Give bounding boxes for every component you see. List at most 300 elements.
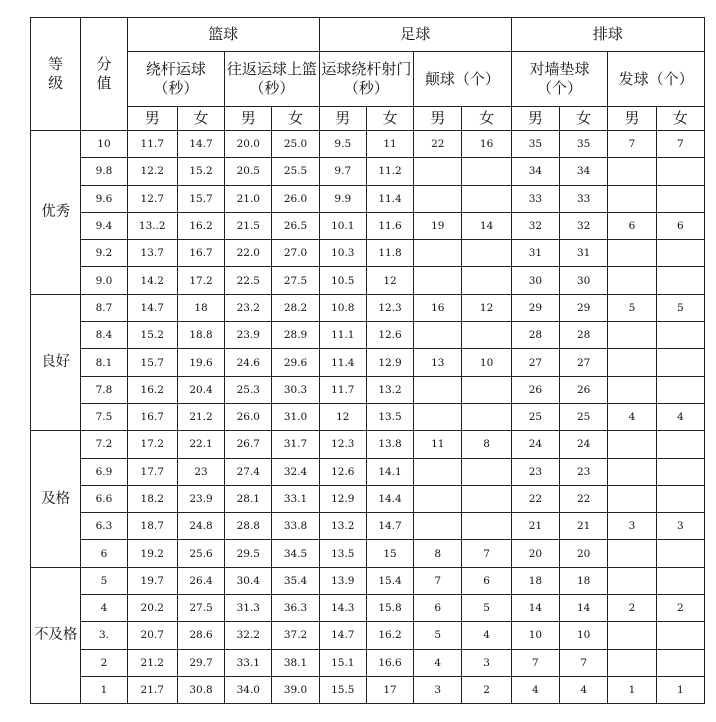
table-row bbox=[31, 349, 705, 376]
value-cell: 13.2 bbox=[366, 376, 413, 403]
value-cell: 17.2 bbox=[177, 267, 224, 294]
score-cell: 3. bbox=[81, 622, 127, 649]
value-cell bbox=[462, 458, 511, 485]
value-cell: 25 bbox=[560, 403, 608, 430]
value-cell: 3 bbox=[656, 513, 704, 540]
value-cell: 21 bbox=[511, 513, 559, 540]
value-cell: 11.7 bbox=[127, 131, 177, 158]
value-cell: 15.4 bbox=[366, 567, 413, 594]
value-cell: 35 bbox=[511, 131, 559, 158]
value-cell: 3 bbox=[608, 513, 656, 540]
value-cell: 15.8 bbox=[366, 595, 413, 622]
value-cell: 7 bbox=[608, 131, 656, 158]
value-cell: 6 bbox=[414, 595, 462, 622]
score-cell: 8.1 bbox=[81, 349, 127, 376]
value-cell bbox=[656, 240, 704, 267]
value-cell bbox=[656, 349, 704, 376]
value-cell: 15.1 bbox=[319, 649, 366, 676]
value-cell: 16 bbox=[414, 294, 462, 321]
value-cell bbox=[462, 376, 511, 403]
value-cell: 29.6 bbox=[272, 349, 319, 376]
value-cell: 32.2 bbox=[225, 622, 272, 649]
value-cell: 24.6 bbox=[225, 349, 272, 376]
value-cell: 7 bbox=[560, 649, 608, 676]
value-cell bbox=[608, 240, 656, 267]
value-cell: 14.2 bbox=[127, 267, 177, 294]
value-cell: 21 bbox=[560, 513, 608, 540]
value-cell: 11 bbox=[414, 431, 462, 458]
value-cell: 24.8 bbox=[177, 513, 224, 540]
value-cell bbox=[656, 485, 704, 512]
value-cell: 26.7 bbox=[225, 431, 272, 458]
value-cell: 12.9 bbox=[366, 349, 413, 376]
value-cell: 16 bbox=[462, 131, 511, 158]
value-cell: 14 bbox=[511, 595, 559, 622]
table-row bbox=[31, 622, 705, 649]
gender-header: 男 bbox=[414, 107, 462, 131]
value-cell bbox=[608, 567, 656, 594]
value-cell: 20 bbox=[511, 540, 559, 567]
value-cell: 20.2 bbox=[127, 595, 177, 622]
table-row bbox=[31, 131, 705, 158]
value-cell: 11.6 bbox=[366, 212, 413, 239]
grade-cell: 优秀 bbox=[31, 131, 81, 295]
value-cell: 23.9 bbox=[177, 485, 224, 512]
value-cell: 25.0 bbox=[272, 131, 319, 158]
value-cell: 22.5 bbox=[225, 267, 272, 294]
grade-cell: 不及格 bbox=[31, 567, 81, 703]
value-cell: 11.1 bbox=[319, 322, 366, 349]
value-cell: 30 bbox=[511, 267, 559, 294]
value-cell: 1 bbox=[656, 676, 704, 703]
value-cell: 14.7 bbox=[319, 622, 366, 649]
value-cell: 39.0 bbox=[272, 676, 319, 703]
score-cell: 6 bbox=[81, 540, 127, 567]
value-cell: 27.5 bbox=[272, 267, 319, 294]
table-row bbox=[31, 540, 705, 567]
value-cell: 22 bbox=[511, 485, 559, 512]
value-cell bbox=[414, 513, 462, 540]
score-table bbox=[30, 17, 705, 704]
value-cell: 29.5 bbox=[225, 540, 272, 567]
table-row bbox=[31, 294, 705, 321]
value-cell bbox=[656, 431, 704, 458]
value-cell: 15.2 bbox=[177, 158, 224, 185]
score-cell: 10 bbox=[81, 131, 127, 158]
basketball-header: 篮球 bbox=[127, 18, 319, 52]
value-cell: 13.9 bbox=[319, 567, 366, 594]
value-cell: 23.9 bbox=[225, 322, 272, 349]
value-cell bbox=[462, 513, 511, 540]
value-cell: 21.0 bbox=[225, 185, 272, 212]
value-cell: 10.1 bbox=[319, 212, 366, 239]
value-cell: 22 bbox=[414, 131, 462, 158]
value-cell bbox=[608, 485, 656, 512]
table-row bbox=[31, 403, 705, 430]
value-cell: 26 bbox=[511, 376, 559, 403]
value-cell: 4 bbox=[414, 649, 462, 676]
value-cell: 38.1 bbox=[272, 649, 319, 676]
value-cell: 20.0 bbox=[225, 131, 272, 158]
value-cell: 9.5 bbox=[319, 131, 366, 158]
score-cell: 6.9 bbox=[81, 458, 127, 485]
value-cell: 36.3 bbox=[272, 595, 319, 622]
value-cell: 12.9 bbox=[319, 485, 366, 512]
table-row bbox=[31, 185, 705, 212]
value-cell bbox=[608, 267, 656, 294]
value-cell: 28 bbox=[560, 322, 608, 349]
value-cell: 25.3 bbox=[225, 376, 272, 403]
event-dribble-shoot: 运球绕杆射门（秒） bbox=[319, 52, 413, 107]
value-cell bbox=[414, 240, 462, 267]
score-cell: 2 bbox=[81, 649, 127, 676]
value-cell: 4 bbox=[511, 676, 559, 703]
score-cell: 4 bbox=[81, 595, 127, 622]
value-cell bbox=[414, 403, 462, 430]
value-cell: 12 bbox=[462, 294, 511, 321]
score-cell: 9.2 bbox=[81, 240, 127, 267]
score-table-wrapper bbox=[30, 17, 705, 704]
score-cell: 9.0 bbox=[81, 267, 127, 294]
value-cell: 16.7 bbox=[127, 403, 177, 430]
value-cell: 12.6 bbox=[319, 458, 366, 485]
table-row bbox=[31, 595, 705, 622]
value-cell: 5 bbox=[608, 294, 656, 321]
value-cell: 14.7 bbox=[366, 513, 413, 540]
value-cell bbox=[656, 540, 704, 567]
value-cell: 13.7 bbox=[127, 240, 177, 267]
event-juggling: 颠球（个） bbox=[414, 52, 512, 107]
value-cell bbox=[608, 322, 656, 349]
score-cell: 8.7 bbox=[81, 294, 127, 321]
value-cell: 33.1 bbox=[272, 485, 319, 512]
value-cell: 34 bbox=[511, 158, 559, 185]
value-cell: 34.0 bbox=[225, 676, 272, 703]
value-cell: 34.5 bbox=[272, 540, 319, 567]
value-cell: 32 bbox=[560, 212, 608, 239]
value-cell: 29 bbox=[511, 294, 559, 321]
value-cell: 6 bbox=[656, 212, 704, 239]
value-cell: 11.8 bbox=[366, 240, 413, 267]
value-cell bbox=[462, 240, 511, 267]
gender-row bbox=[31, 107, 705, 131]
value-cell: 33 bbox=[511, 185, 559, 212]
value-cell: 13..2 bbox=[127, 212, 177, 239]
grade-cell: 良好 bbox=[31, 294, 81, 430]
value-cell: 24 bbox=[560, 431, 608, 458]
value-cell: 33.1 bbox=[225, 649, 272, 676]
value-cell: 30.8 bbox=[177, 676, 224, 703]
value-cell: 17 bbox=[366, 676, 413, 703]
value-cell: 29 bbox=[560, 294, 608, 321]
value-cell: 21.2 bbox=[177, 403, 224, 430]
value-cell: 19.7 bbox=[127, 567, 177, 594]
value-cell: 32 bbox=[511, 212, 559, 239]
value-cell bbox=[608, 349, 656, 376]
value-cell bbox=[656, 649, 704, 676]
value-cell: 7 bbox=[511, 649, 559, 676]
value-cell: 15.2 bbox=[127, 322, 177, 349]
table-row bbox=[31, 322, 705, 349]
value-cell: 17.2 bbox=[127, 431, 177, 458]
value-cell: 17.7 bbox=[127, 458, 177, 485]
volleyball-header: 排球 bbox=[511, 18, 704, 52]
value-cell bbox=[656, 185, 704, 212]
score-cell: 5 bbox=[81, 567, 127, 594]
value-cell: 23 bbox=[560, 458, 608, 485]
value-cell: 16.2 bbox=[177, 212, 224, 239]
value-cell: 9.9 bbox=[319, 185, 366, 212]
value-cell bbox=[656, 622, 704, 649]
value-cell: 26.5 bbox=[272, 212, 319, 239]
value-cell: 14.3 bbox=[319, 595, 366, 622]
value-cell: 14.7 bbox=[177, 131, 224, 158]
value-cell: 22 bbox=[560, 485, 608, 512]
value-cell: 26 bbox=[560, 376, 608, 403]
value-cell: 15.7 bbox=[177, 185, 224, 212]
grade-header: 等 级 bbox=[31, 18, 81, 131]
value-cell: 19.6 bbox=[177, 349, 224, 376]
value-cell: 30.3 bbox=[272, 376, 319, 403]
value-cell bbox=[656, 376, 704, 403]
value-cell: 19 bbox=[414, 212, 462, 239]
value-cell: 29.7 bbox=[177, 649, 224, 676]
value-cell: 1 bbox=[608, 676, 656, 703]
value-cell: 31 bbox=[511, 240, 559, 267]
value-cell: 11.4 bbox=[366, 185, 413, 212]
value-cell: 30 bbox=[560, 267, 608, 294]
value-cell: 27.0 bbox=[272, 240, 319, 267]
gender-header: 女 bbox=[272, 107, 319, 131]
value-cell: 30.4 bbox=[225, 567, 272, 594]
table-row bbox=[31, 212, 705, 239]
score-cell: 6.6 bbox=[81, 485, 127, 512]
value-cell: 12 bbox=[319, 403, 366, 430]
value-cell: 18.8 bbox=[177, 322, 224, 349]
table-row bbox=[31, 240, 705, 267]
value-cell: 25 bbox=[511, 403, 559, 430]
value-cell: 11 bbox=[366, 131, 413, 158]
value-cell: 21.7 bbox=[127, 676, 177, 703]
value-cell: 19.2 bbox=[127, 540, 177, 567]
score-header: 分 值 bbox=[81, 18, 127, 131]
gender-header: 女 bbox=[656, 107, 704, 131]
value-cell: 28.8 bbox=[225, 513, 272, 540]
gender-header: 男 bbox=[225, 107, 272, 131]
value-cell: 6 bbox=[462, 567, 511, 594]
value-cell: 10 bbox=[511, 622, 559, 649]
value-cell: 14.1 bbox=[366, 458, 413, 485]
table-row bbox=[31, 485, 705, 512]
value-cell bbox=[462, 158, 511, 185]
value-cell: 26.0 bbox=[225, 403, 272, 430]
gender-header: 男 bbox=[319, 107, 366, 131]
value-cell: 2 bbox=[656, 595, 704, 622]
value-cell: 7 bbox=[462, 540, 511, 567]
value-cell: 27.4 bbox=[225, 458, 272, 485]
value-cell: 14 bbox=[462, 212, 511, 239]
value-cell: 12.3 bbox=[366, 294, 413, 321]
gender-header: 男 bbox=[608, 107, 656, 131]
value-cell: 27 bbox=[511, 349, 559, 376]
value-cell bbox=[414, 158, 462, 185]
value-cell: 31.7 bbox=[272, 431, 319, 458]
value-cell bbox=[462, 267, 511, 294]
value-cell: 5 bbox=[462, 595, 511, 622]
value-cell: 26.4 bbox=[177, 567, 224, 594]
score-cell: 7.5 bbox=[81, 403, 127, 430]
value-cell bbox=[608, 622, 656, 649]
table-row bbox=[31, 676, 705, 703]
value-cell: 35.4 bbox=[272, 567, 319, 594]
value-cell: 5 bbox=[656, 294, 704, 321]
value-cell: 13.2 bbox=[319, 513, 366, 540]
value-cell: 4 bbox=[656, 403, 704, 430]
value-cell: 18.2 bbox=[127, 485, 177, 512]
value-cell: 31.0 bbox=[272, 403, 319, 430]
value-cell: 7 bbox=[656, 131, 704, 158]
value-cell: 10 bbox=[462, 349, 511, 376]
value-cell: 8 bbox=[462, 431, 511, 458]
table-row bbox=[31, 513, 705, 540]
value-cell: 16.7 bbox=[177, 240, 224, 267]
value-cell: 10.8 bbox=[319, 294, 366, 321]
value-cell: 31 bbox=[560, 240, 608, 267]
value-cell: 28.6 bbox=[177, 622, 224, 649]
event-wall-pass: 对墙垫球（个） bbox=[511, 52, 608, 107]
value-cell bbox=[414, 458, 462, 485]
value-cell: 18 bbox=[560, 567, 608, 594]
value-cell: 26.0 bbox=[272, 185, 319, 212]
value-cell: 16.2 bbox=[366, 622, 413, 649]
value-cell: 14 bbox=[560, 595, 608, 622]
value-cell: 12 bbox=[366, 267, 413, 294]
gender-header: 男 bbox=[127, 107, 177, 131]
value-cell: 33.8 bbox=[272, 513, 319, 540]
value-cell bbox=[656, 158, 704, 185]
value-cell bbox=[414, 267, 462, 294]
table-row bbox=[31, 431, 705, 458]
value-cell bbox=[414, 376, 462, 403]
value-cell: 12.2 bbox=[127, 158, 177, 185]
value-cell: 8 bbox=[414, 540, 462, 567]
value-cell: 27 bbox=[560, 349, 608, 376]
value-cell bbox=[608, 649, 656, 676]
value-cell: 15.7 bbox=[127, 349, 177, 376]
score-cell: 7.2 bbox=[81, 431, 127, 458]
score-cell: 6.3 bbox=[81, 513, 127, 540]
value-cell bbox=[656, 567, 704, 594]
value-cell: 34 bbox=[560, 158, 608, 185]
value-cell bbox=[608, 376, 656, 403]
value-cell bbox=[462, 185, 511, 212]
gender-header: 女 bbox=[177, 107, 224, 131]
value-cell bbox=[608, 185, 656, 212]
value-cell: 16.6 bbox=[366, 649, 413, 676]
value-cell: 11.2 bbox=[366, 158, 413, 185]
value-cell: 22.0 bbox=[225, 240, 272, 267]
value-cell: 23 bbox=[177, 458, 224, 485]
gender-header: 女 bbox=[462, 107, 511, 131]
value-cell: 13.8 bbox=[366, 431, 413, 458]
value-cell: 28.2 bbox=[272, 294, 319, 321]
value-cell bbox=[414, 322, 462, 349]
value-cell: 11.7 bbox=[319, 376, 366, 403]
value-cell: 28.1 bbox=[225, 485, 272, 512]
value-cell bbox=[656, 267, 704, 294]
grade-cell: 及格 bbox=[31, 431, 81, 567]
event-serve: 发球（个） bbox=[608, 52, 705, 107]
value-cell: 12.7 bbox=[127, 185, 177, 212]
value-cell: 15.5 bbox=[319, 676, 366, 703]
value-cell: 12.3 bbox=[319, 431, 366, 458]
value-cell: 10 bbox=[560, 622, 608, 649]
value-cell: 20.5 bbox=[225, 158, 272, 185]
value-cell bbox=[656, 322, 704, 349]
value-cell: 4 bbox=[462, 622, 511, 649]
value-cell: 4 bbox=[608, 403, 656, 430]
score-cell: 1 bbox=[81, 676, 127, 703]
value-cell: 3 bbox=[462, 649, 511, 676]
value-cell bbox=[462, 322, 511, 349]
value-cell bbox=[462, 403, 511, 430]
value-cell bbox=[608, 458, 656, 485]
value-cell: 13.5 bbox=[366, 403, 413, 430]
value-cell: 10.3 bbox=[319, 240, 366, 267]
value-cell: 21.2 bbox=[127, 649, 177, 676]
value-cell: 37.2 bbox=[272, 622, 319, 649]
score-cell: 9.6 bbox=[81, 185, 127, 212]
gender-header: 女 bbox=[366, 107, 413, 131]
table-row bbox=[31, 376, 705, 403]
event-shuttle-dribble-layup: 往返运球上篮（秒） bbox=[225, 52, 319, 107]
value-cell: 20.7 bbox=[127, 622, 177, 649]
value-cell: 22.1 bbox=[177, 431, 224, 458]
value-cell bbox=[608, 431, 656, 458]
score-cell: 9.8 bbox=[81, 158, 127, 185]
value-cell bbox=[414, 185, 462, 212]
value-cell bbox=[608, 158, 656, 185]
value-cell: 11.4 bbox=[319, 349, 366, 376]
table-row bbox=[31, 158, 705, 185]
value-cell: 25.5 bbox=[272, 158, 319, 185]
value-cell: 14.7 bbox=[127, 294, 177, 321]
value-cell: 23 bbox=[511, 458, 559, 485]
event-dribble-around-poles: 绕杆运球（秒） bbox=[127, 52, 225, 107]
value-cell: 18 bbox=[511, 567, 559, 594]
value-cell: 9.7 bbox=[319, 158, 366, 185]
value-cell: 32.4 bbox=[272, 458, 319, 485]
value-cell: 7 bbox=[414, 567, 462, 594]
score-cell: 8.4 bbox=[81, 322, 127, 349]
table-row bbox=[31, 267, 705, 294]
value-cell: 13 bbox=[414, 349, 462, 376]
value-cell: 18 bbox=[177, 294, 224, 321]
value-cell: 16.2 bbox=[127, 376, 177, 403]
gender-header: 男 bbox=[511, 107, 559, 131]
value-cell: 12.6 bbox=[366, 322, 413, 349]
value-cell: 3 bbox=[414, 676, 462, 703]
value-cell: 28 bbox=[511, 322, 559, 349]
table-row bbox=[31, 649, 705, 676]
table-row bbox=[31, 458, 705, 485]
value-cell: 14.4 bbox=[366, 485, 413, 512]
value-cell: 28.9 bbox=[272, 322, 319, 349]
value-cell: 4 bbox=[560, 676, 608, 703]
football-header: 足球 bbox=[319, 18, 511, 52]
value-cell: 20 bbox=[560, 540, 608, 567]
value-cell: 2 bbox=[608, 595, 656, 622]
